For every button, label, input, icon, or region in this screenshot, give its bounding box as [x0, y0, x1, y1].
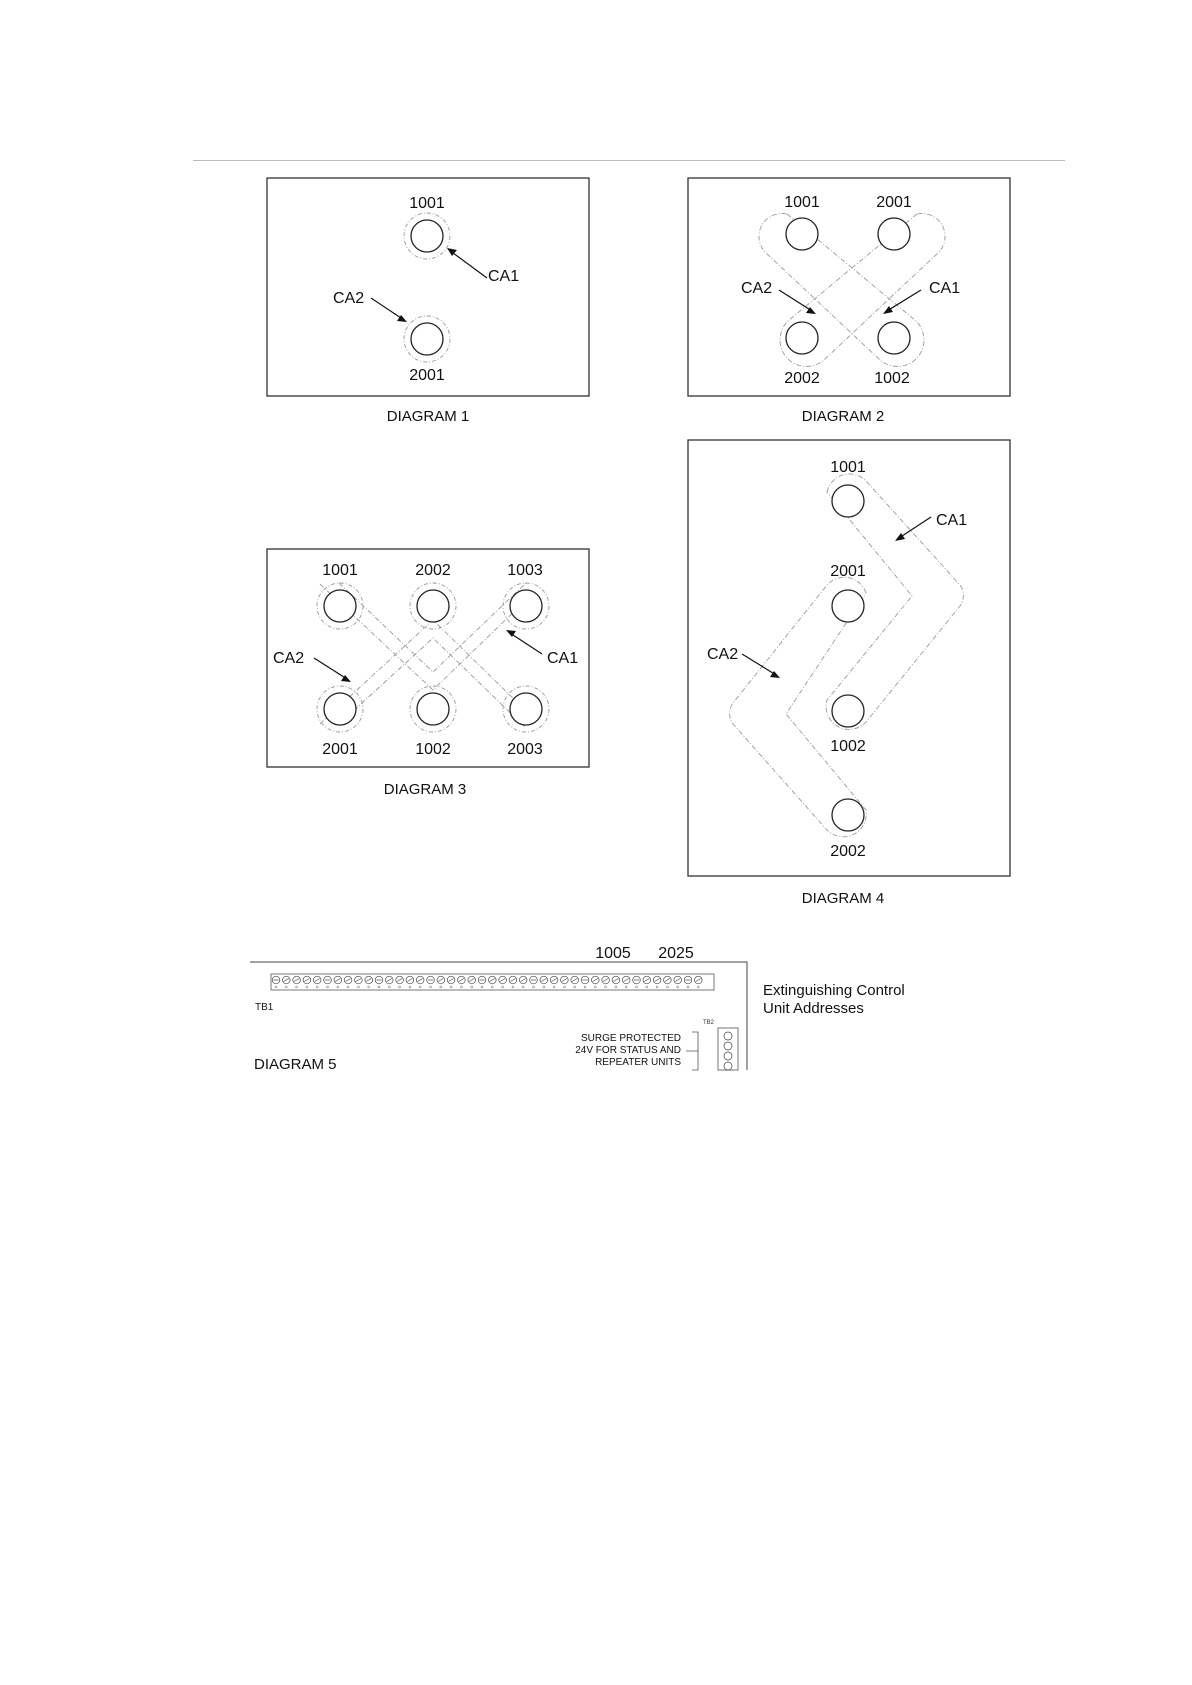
- screw-slot: [500, 979, 505, 982]
- wire-entry: [553, 986, 555, 988]
- area-arrow-ca2: [371, 298, 404, 320]
- wire-entry: [574, 986, 576, 988]
- surge-label-line2: 24V FOR STATUS AND: [575, 1045, 681, 1056]
- wire-entry: [563, 986, 565, 988]
- detector: [324, 693, 356, 725]
- area-label-ca2: CA2: [741, 280, 773, 297]
- detector: [411, 220, 443, 252]
- wire-entry: [584, 986, 586, 988]
- wire-entry: [625, 986, 627, 988]
- screw-slot: [438, 979, 443, 982]
- diagram-3-frame: [267, 549, 589, 767]
- wire-entry: [543, 986, 545, 988]
- wire-entry: [636, 986, 638, 988]
- detector: [510, 693, 542, 725]
- screw-slot: [356, 979, 361, 982]
- screw-slot: [387, 979, 392, 982]
- wire-entry: [512, 986, 514, 988]
- wire-entry: [491, 986, 493, 988]
- detector: [832, 695, 864, 727]
- wire-entry: [296, 986, 298, 988]
- detector-label-2001: 2001: [409, 367, 445, 384]
- terminal-block-tb1: TB1: [255, 1002, 274, 1013]
- screw-slot: [418, 979, 423, 982]
- screw-slot: [346, 979, 351, 982]
- screw-terminal: [724, 1062, 732, 1070]
- detector: [832, 590, 864, 622]
- screw-terminal: [724, 1032, 732, 1040]
- wire-entry: [687, 986, 689, 988]
- wire-entry: [306, 986, 308, 988]
- diagram-1-caption: DIAGRAM 1: [386, 408, 470, 425]
- wire-entry: [666, 986, 668, 988]
- detector-label-1002: 1002: [415, 741, 451, 758]
- wire-entry: [368, 986, 370, 988]
- screw-slot: [552, 979, 557, 982]
- screw-slot: [315, 979, 320, 982]
- wire-entry: [409, 986, 411, 988]
- area-arrow-ca1: [510, 633, 542, 654]
- screw-slot: [675, 979, 680, 982]
- wire-entry: [388, 986, 390, 988]
- screw-terminal: [724, 1042, 732, 1050]
- detector-label-2001: 2001: [830, 563, 866, 580]
- screw-slot: [541, 979, 546, 982]
- detector-label-1002: 1002: [830, 738, 866, 755]
- area-arrow-ca2: [314, 658, 347, 679]
- address-label-2025: 2025: [658, 945, 694, 962]
- wire-entry: [419, 986, 421, 988]
- diagram-1: [267, 178, 589, 425]
- surge-label-line1: SURGE PROTECTED: [580, 1033, 681, 1044]
- screw-slot: [644, 979, 649, 982]
- screw-slot: [304, 979, 309, 982]
- area-arrow-ca1: [887, 290, 921, 311]
- screw-slot: [284, 979, 289, 982]
- screw-slot: [407, 979, 412, 982]
- detector: [786, 218, 818, 250]
- detector-label-1003: 1003: [507, 562, 543, 579]
- detector-label-1001: 1001: [322, 562, 358, 579]
- screw-slot: [572, 979, 577, 982]
- detector-label-1002: 1002: [874, 370, 910, 387]
- screw-slot: [469, 979, 474, 982]
- detector-label-2002: 2002: [415, 562, 451, 579]
- screw-slot: [521, 979, 526, 982]
- wire-entry: [471, 986, 473, 988]
- wire-entry: [399, 986, 401, 988]
- detector: [832, 799, 864, 831]
- wire-entry: [481, 986, 483, 988]
- wire-entry: [502, 986, 504, 988]
- detector-label-1001: 1001: [409, 195, 445, 212]
- screw-slot: [366, 979, 371, 982]
- screw-slot: [397, 979, 402, 982]
- diagram-5-caption: DIAGRAM 5: [254, 1056, 337, 1073]
- diagram-3: [267, 549, 589, 798]
- tb2-bracket: [686, 1032, 698, 1070]
- wire-entry: [533, 986, 535, 988]
- detector: [832, 485, 864, 517]
- screw-slot: [603, 979, 608, 982]
- diagram-2-caption: DIAGRAM 2: [801, 408, 885, 425]
- detector-label-1001: 1001: [830, 459, 866, 476]
- screw-slot: [562, 979, 567, 982]
- arrow-head: [895, 533, 905, 541]
- wire-entry: [285, 986, 287, 988]
- screw-slot: [655, 979, 660, 982]
- detector-label-2001: 2001: [876, 194, 912, 211]
- wire-entry: [430, 986, 432, 988]
- screw-slot: [510, 979, 515, 982]
- terminal-strip: [271, 974, 714, 990]
- diagram-4: [688, 440, 1010, 907]
- side-label-line2: Unit Addresses: [763, 1000, 864, 1017]
- screw-slot: [449, 979, 454, 982]
- terminal-block-tb2: TB2: [703, 1020, 715, 1026]
- screw-slot: [335, 979, 340, 982]
- wire-entry: [347, 986, 349, 988]
- arrow-head: [883, 306, 893, 314]
- diagram-2: [688, 178, 1010, 425]
- surge-label-line3: REPEATER UNITS: [595, 1057, 681, 1068]
- detector-label-2001: 2001: [322, 741, 358, 758]
- wire-entry: [440, 986, 442, 988]
- diagram-2-frame: [688, 178, 1010, 396]
- screw-slot: [613, 979, 618, 982]
- wire-entry: [316, 986, 318, 988]
- wire-entry: [605, 986, 607, 988]
- wire-entry: [677, 986, 679, 988]
- wire-entry: [357, 986, 359, 988]
- detector: [411, 323, 443, 355]
- detector: [417, 590, 449, 622]
- wire-entry: [378, 986, 380, 988]
- area-label-ca2: CA2: [273, 650, 305, 667]
- detector: [510, 590, 542, 622]
- wire-entry: [522, 986, 524, 988]
- area-arrow-ca1: [449, 250, 487, 278]
- detector-label-1001: 1001: [784, 194, 820, 211]
- wire-entry: [646, 986, 648, 988]
- area-arrow-ca2: [742, 654, 776, 675]
- area-label-ca1: CA1: [488, 268, 520, 285]
- diagram-4-caption: DIAGRAM 4: [801, 890, 885, 907]
- area-label-ca1: CA1: [547, 650, 579, 667]
- detector: [417, 693, 449, 725]
- diagram-3-caption: DIAGRAM 3: [383, 781, 467, 798]
- detector: [786, 322, 818, 354]
- screw-slot: [294, 979, 299, 982]
- screw-slot: [593, 979, 598, 982]
- wire-entry: [275, 986, 277, 988]
- screw-slot: [624, 979, 629, 982]
- area-label-ca1: CA1: [929, 280, 961, 297]
- screw-slot: [665, 979, 670, 982]
- wire-entry: [656, 986, 658, 988]
- wire-entry: [450, 986, 452, 988]
- wire-entry: [327, 986, 329, 988]
- screw-terminal: [724, 1052, 732, 1060]
- wire-entry: [594, 986, 596, 988]
- detector: [878, 218, 910, 250]
- detector-label-2002: 2002: [830, 843, 866, 860]
- diagram-5: [250, 945, 905, 1073]
- wire-entry: [697, 986, 699, 988]
- detector-label-2003: 2003: [507, 741, 543, 758]
- detector: [324, 590, 356, 622]
- screw-slot: [696, 979, 701, 982]
- detector-label-2002: 2002: [784, 370, 820, 387]
- wire-entry: [460, 986, 462, 988]
- screw-slot: [490, 979, 495, 982]
- detector: [878, 322, 910, 354]
- area-label-ca2: CA2: [707, 646, 739, 663]
- side-label-line1: Extinguishing Control: [763, 982, 905, 999]
- wire-entry: [615, 986, 617, 988]
- screw-slot: [459, 979, 464, 982]
- area-label-ca2: CA2: [333, 290, 365, 307]
- address-label-1005: 1005: [595, 945, 631, 962]
- area-arrow-ca2: [779, 290, 812, 311]
- tb2-body: [718, 1028, 738, 1070]
- wire-entry: [337, 986, 339, 988]
- area-label-ca1: CA1: [936, 512, 968, 529]
